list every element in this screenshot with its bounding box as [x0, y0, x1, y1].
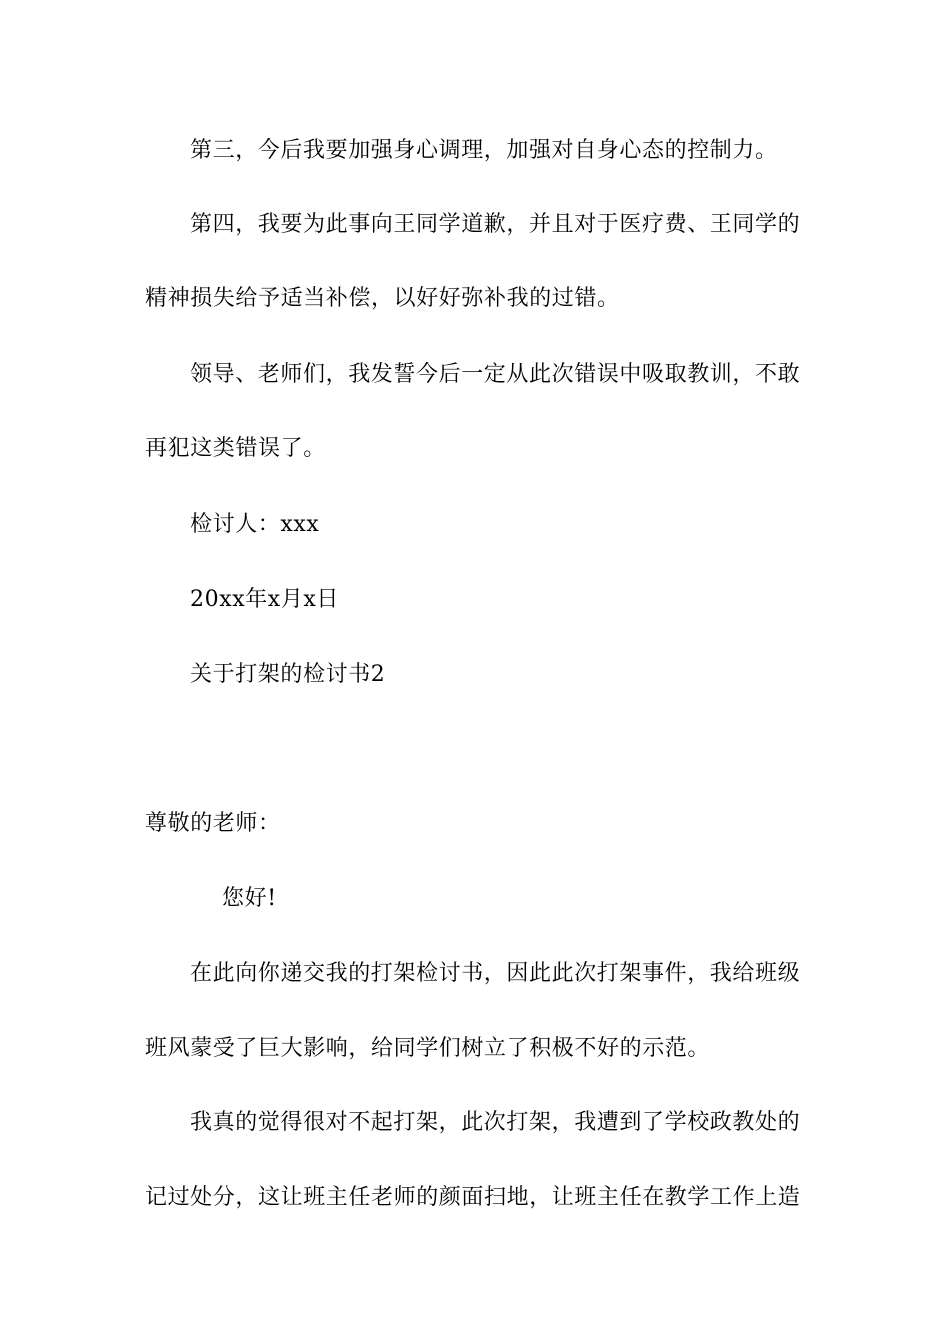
paragraph-line-1: 第三，今后我要加强身心调理，加强对自身心态的控制力。 — [190, 138, 778, 163]
salutation: 尊敬的老师： — [145, 811, 281, 836]
paragraph-line-3: 精神损失给予适当补偿，以好好弥补我的过错。 — [145, 286, 620, 311]
section-title: 关于打架的检讨书2 — [190, 662, 386, 687]
signature-line: 检讨人：xxx — [190, 512, 320, 537]
paragraph-line-2: 第四，我要为此事向王同学道歉，并且对于医疗费、王同学的 — [190, 212, 801, 237]
greeting: 您好! — [222, 886, 277, 911]
paragraph-line-8: 我真的觉得很对不起打架，此次打架，我遭到了学校政教处的 — [190, 1110, 801, 1135]
paragraph-line-9: 记过处分，这让班主任老师的颜面扫地，让班主任在教学工作上造 — [145, 1185, 801, 1210]
paragraph-line-4: 领导、老师们，我发誓今后一定从此次错误中吸取教训，不敢 — [190, 362, 801, 387]
paragraph-line-7: 班风蒙受了巨大影响，给同学们树立了积极不好的示范。 — [145, 1036, 711, 1061]
date-line: 20xx年x月x日 — [190, 587, 340, 612]
paragraph-line-5: 再犯这类错误了。 — [145, 436, 326, 461]
paragraph-line-6: 在此向你递交我的打架检讨书，因此此次打架事件，我给班级 — [190, 961, 801, 986]
